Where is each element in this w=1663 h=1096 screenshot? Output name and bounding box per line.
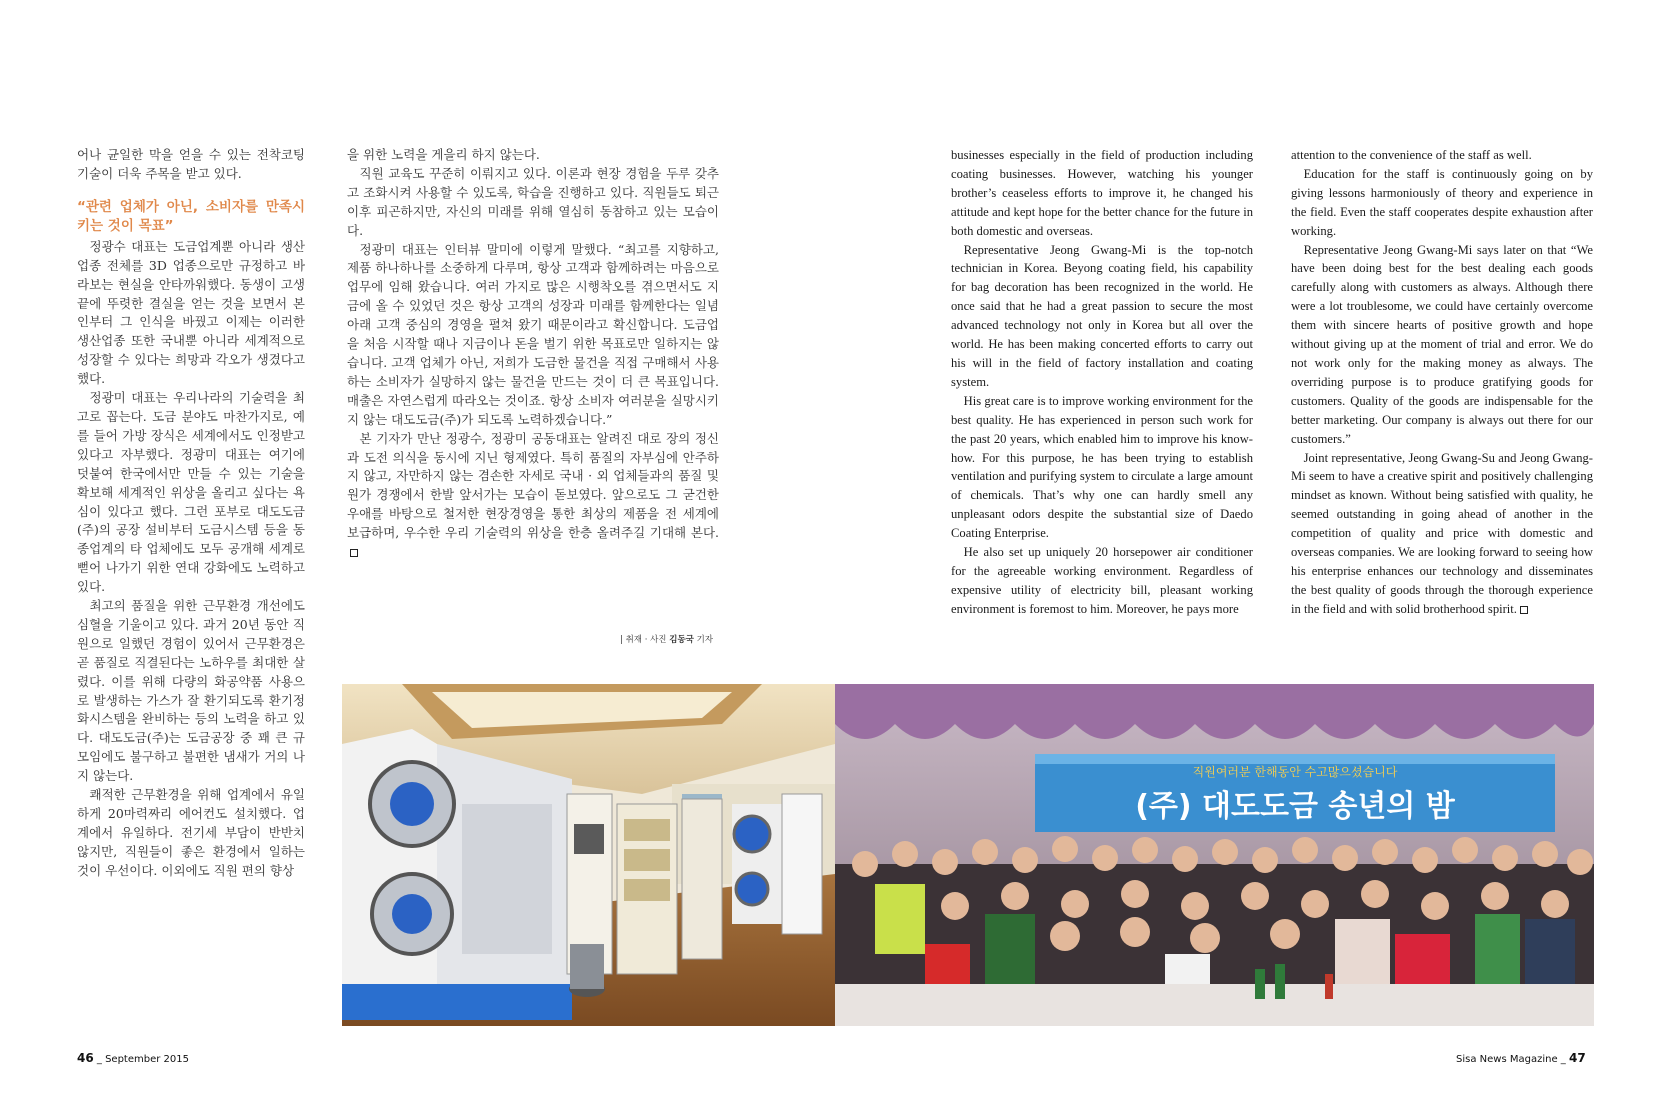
- section-subhead: “관련 업체가 아닌, 소비자를 만족시키는 것이 목표”: [77, 198, 305, 234]
- end-mark-icon: [350, 549, 358, 557]
- column-4: [1291, 146, 1593, 619]
- paragraph: Representative Jeong Gwang-Mi says later on that “We have been doing best for the best dealing each goods carefully along with customers as always. Although there were a lot troublesome, we could have certainly overcome them with sincere hearts of positive growth and hope without giving up at the moment of trial and error. We do not work only for the making money as always. The overriding purpose is to produce gratifying goods for customers. Quality of the goods are indispensable for the better marketing. Our company is always out there for our customers.”: [1291, 242, 1593, 446]
- paragraph: 본 기자가 만난 정광수, 정광미 공동대표는 알려진 대로 장의 정신과 도전 의식을 동시에 지닌 형제였다. 특히 품질의 자부심에 안주하지 않고, 자만하지 않는 겸손한 자세로 국내 · 외 업체들과의 품질 및 원가 경쟁에서 한발 앞서가는 모습이 돋보였다. 앞으로도 그 굳건한 우애를 바탕으로 철저한 현장경영을 통한 최상의 제품을 전 세계에 보급하며, 우수한 우리 기술력의 위상을 한층 올려주길 기대해 본다.: [347, 430, 719, 562]
- paragraph: 정광미 대표는 우리나라의 기술력을 최고로 꼽는다. 도금 분야도 마찬가지로, 예를 들어 가방 장식은 세계에서도 인정받고 있다고 자부했다. 정광미 대표는 여기에 덧붙여 한국에서만 만들 수 있는 기술을 확보해 세계적인 위상을 올리고 싶다는 욕심이 있다고 했다. 그런 포부로 대도도금(주)의 공장 설비부터 도금시스템 등을 동종업계의 타 업체에도 모두 공개해 세계로 뻗어 나가기 위한 연대 강화에도 노력하고 있다.: [77, 390, 305, 595]
- left-folio: [77, 1051, 189, 1065]
- paragraph: 쾌적한 근무환경을 위해 업계에서 유일하게 20마력짜리 에어컨도 설치했다. 업계에서 유일하다. 전기세 부담이 반반치 않지만, 직원들이 좋은 환경에서 일하는 것이 우선이다. 이외에도 직원 편의 향상: [77, 787, 305, 878]
- column-1: [77, 146, 305, 881]
- magazine-name: Sisa News Magazine _: [1456, 1054, 1566, 1065]
- party-illustration: [835, 684, 1594, 1026]
- paragraph: Education for the staff is continuously going on by giving lessons harmoniously of theory and experience in the field. Even the staff cooperates despite exhaustion after working.: [1291, 166, 1593, 238]
- factory-photo: [342, 684, 835, 1026]
- paragraph: businesses especially in the field of production including coating businesses. However, watching his younger brother’s ceaseless efforts to improve it, he changed his attitude and kept hope for the better chance for the future in both domestic and overseas.: [951, 148, 1253, 238]
- paragraph: 정광수 대표는 도금업계뿐 아니라 생산 업종 전체를 3D 업종으로만 규정하고 바라보는 현실을 안타까워했다. 동생이 고생 끝에 뚜렷한 결실을 얻는 것을 보면서 본인부터 그 인식을 바꿨고 이제는 이러한 생산업종 또한 국내뿐 아니라 세계적으로 성장할 수 있다는 희망과 각오가 생겼다고 했다.: [77, 238, 305, 387]
- page-number: 47: [1568, 1051, 1586, 1065]
- page-number: 46: [77, 1051, 94, 1065]
- paragraph: 어나 균일한 막을 얻을 수 있는 전착코팅 기술이 더욱 주목을 받고 있다.: [77, 147, 305, 181]
- paragraph: 직원 교육도 꾸준히 이뤄지고 있다. 이론과 현장 경험을 두루 갖추고 조화시켜 사용할 수 있도록, 학습을 진행하고 있다. 직원들도 퇴근이후 피곤하지만, 자신의 미래를 위해 열심히 동참하고 있는 모습이다.: [347, 165, 719, 238]
- photo-credit: | 취재 · 사진 김동국 기자: [620, 635, 714, 645]
- paragraph: He also set up uniquely 20 horsepower air conditioner for the agreeable working environment. Regardless of expensive utility of electricity bill, pleasant working environment is foremost to him. Moreover, he pays more: [951, 545, 1253, 616]
- paragraph: 정광미 대표는 인터뷰 말미에 이렇게 말했다. “최고를 지향하고, 제품 하나하나를 소중하게 다루며, 항상 고객과 함께하려는 마음으로 업무에 임해 왔습니다. 여러 가지로 많은 시행착오를 겪으면서도 지금에 올 수 있었던 것은 항상 고객의 성장과 미래를 함께한다는 일념 아래 고객 중심의 경영을 펼쳐 왔기 때문이라고 확신합니다. 도금업을 처음 시작할 때나 지금이나 돈을 벌기 위한 목표로만 일하지는 않습니다. 고객 업체가 아닌, 저희가 도금한 물건을 직접 구매해서 사용하는 소비자가 실망하지 않는 물건을 만드는 것이 더 큰 목표입니다. 매출은 자연스럽게 따라오는 것이죠. 항상 소비자 여러분을 실망시키지 않는 대도도금(주)가 되도록 노력하겠습니다.”: [347, 241, 719, 427]
- paragraph: His great care is to improve working environment for the best quality. He has experienced in person such work for the past 20 years, which enabled him to improve his know-how. For this purpose, he has been trying to establish ventilation and purifying system to circulate a large amount of chemicals. That’s why one can hardly smell any unpleasant odors despite the substantial size of Daedo Coating Enterprise.: [951, 393, 1253, 541]
- banner-main-text: (주) 대도도금 송년의 밤: [1135, 789, 1455, 824]
- issue-date: _ September 2015: [96, 1054, 189, 1065]
- paragraph: 을 위한 노력을 게을리 하지 않는다.: [347, 147, 540, 162]
- banner-small-text: 직원여러분 한해동안 수고많으셨습니다: [1192, 765, 1398, 779]
- paragraph: Representative Jeong Gwang-Mi is the top-notch technician in Korea. Beyong coating field, his capability for bag decoration has been recognized in the world. He once said that he had a great passion to secure the most advanced technology not only in Korea but all over the world. He has been making concerted efforts to carry out his will in the field of factory installation and coating system.: [951, 242, 1253, 389]
- right-folio: [1456, 1051, 1586, 1065]
- column-3: [951, 146, 1253, 619]
- column-2: [347, 146, 719, 562]
- end-mark-icon: [1520, 606, 1528, 614]
- paragraph: Joint representative, Jeong Gwang-Su and Jeong Gwang-Mi seem to have a creative spirit and positively challenging mindset as known. Without being satisfied with quality, he seemed outstanding in going ahead of another in the competition of quality and price with domestic and overseas companies. We are looking forward to seeing how his enterprise enhances our technology and disseminates the best quality of goods through the thorough experience in the field and with solid brotherhood spirit.: [1291, 450, 1593, 616]
- paragraph: attention to the convenience of the staff as well.: [1291, 148, 1532, 162]
- factory-illustration: [342, 684, 835, 1026]
- paragraph: 최고의 품질을 위한 근무환경 개선에도 심혈을 기울이고 있다. 과거 20년 동안 직원으로 일했던 경험이 있어서 근무환경은 곧 품질로 직결된다는 노하우를 최대한 살렸다. 이를 위해 다량의 화공약품 사용으로 발생하는 가스가 잘 환기되도록 환기정화시스템을 완비하는 등의 노력을 하고 있다. 대도도금(주)는 도금공장 중 꽤 큰 규모임에도 불구하고 불편한 냄새가 거의 나지 않는다.: [77, 598, 305, 784]
- year-end-party-photo: [835, 684, 1594, 1026]
